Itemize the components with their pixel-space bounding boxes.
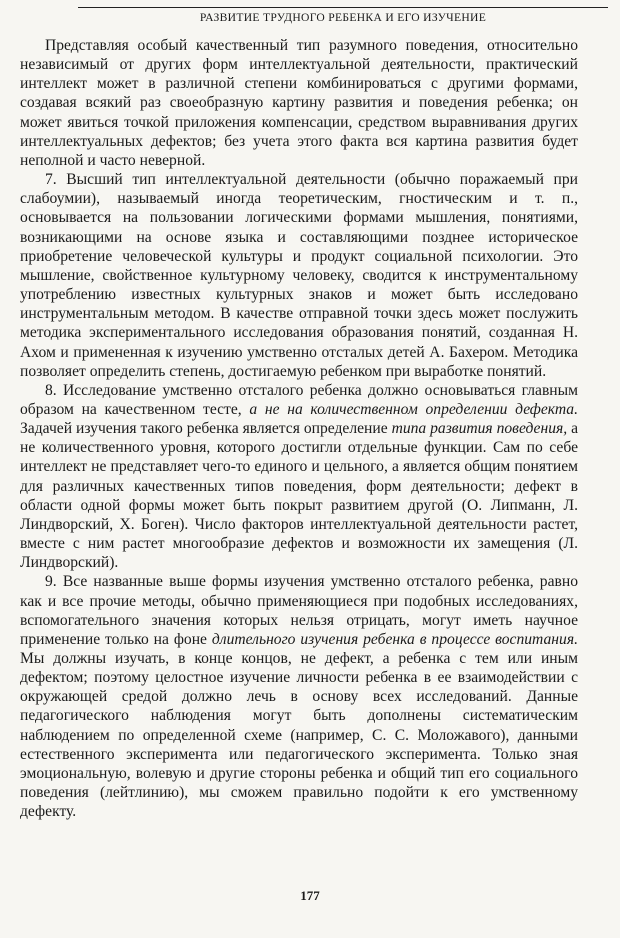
emphasis-text: длительного изучения ребенка в процессе воспитания. bbox=[211, 630, 578, 648]
paragraph-7 bbox=[20, 170, 578, 381]
paragraph-9 bbox=[20, 572, 578, 821]
emphasis-text: а не на количественном определении дефекта. bbox=[249, 400, 578, 418]
paragraph-text: Мы должны изучать, в конце концов, не дефект, а ребенка с тем или иным дефектом; поэтому целостное изучение личности ребенка в ее взаимодействии с окружающей средой должно лечь в основу всех исследований. Данные педагогического наблюдения могут быть дополнены систематическим наблюдением по определенной схеме (например, С. С. Моложавого), данными естественного эксперимента или педагогического эксперимента. Только зная эмоциональную, волевую и другие стороны ребенка и общий тип его социального поведения (лейтлинию), мы сможем правильно подойти к его умственному дефекту. bbox=[20, 650, 578, 821]
paragraph-intro bbox=[20, 36, 578, 170]
header-rule bbox=[78, 7, 608, 8]
paragraph-text: Представляя особый качественный тип разумного поведения, относительно независимый от других форм интеллектуальной деятельности, практический интеллект может в различной степени комбинироваться с другими формами, создавая всякий раз своеобразную картину развития и поведения ребенка; он может явиться точкой приложения компенсации, средством выравнивания других интеллектуальных дефектов; без учета этого факта вся картина развития будет неполной и часто неверной. bbox=[20, 37, 578, 169]
paragraph-text: Задачей изучения такого ребенка является определение bbox=[20, 420, 392, 438]
body-text bbox=[20, 36, 578, 821]
paragraph-8 bbox=[20, 381, 578, 573]
page-number: 177 bbox=[300, 888, 320, 903]
paragraph-text: а не количественного уровня, которого достигли отдельные функции. Сам по себе интеллект не представляет чего-то единого и цельного, а является общим понятием для различных качественных типов поведения, форм деятельности; дефект в области одной формы может быть покрыт развитием другой (О. Липманн, Л. Линдворский, Х. Боген). Число факторов интеллектуальной деятельности растет, вместе с ним растет многообразие дефектов и возможности их замещения (Л. Линдворский). bbox=[20, 420, 579, 572]
emphasis-text: типа развития поведения, bbox=[391, 420, 568, 438]
paragraph-text: 8. Исследование умственно отсталого ребенка должно основываться главным образом на качественном тесте, bbox=[20, 381, 578, 418]
running-header: РАЗВИТИЕ ТРУДНОГО РЕБЕНКА И ЕГО ИЗУЧЕНИЕ bbox=[199, 11, 487, 24]
paragraph-text: 9. Все названные выше формы изучения умственно отсталого ребенка, равно как и все прочие методы, обычно применяющиеся при подобных исследованиях, вспомогательного значения которых нельзя отрицать, могут иметь научное применение только на фоне bbox=[20, 573, 578, 648]
paragraph-text: 7. Высший тип интеллектуальной деятельности (обычно поражаемый при слабоумии), называемый иногда теоретическим, гностическим и т. п., основывается на пользовании логическими формами мышления, понятиями, возникающими на основе языка и составляющими позднее историческое приобретение человеческой культуры и продукт социальной психологии. Это мышление, свойственное культурному человеку, сводится к инструментальному употреблению известных культурных знаков и может быть исследовано инструментальным методом. В качестве отправной точки здесь может послужить методика экспериментального исследования образования понятий, созданная Н. Ахом и примененная к изучению умственно отсталых детей А. Бахером. Методика позволяет определить степень, достигаемую ребенком при выработке понятий. bbox=[20, 171, 578, 380]
